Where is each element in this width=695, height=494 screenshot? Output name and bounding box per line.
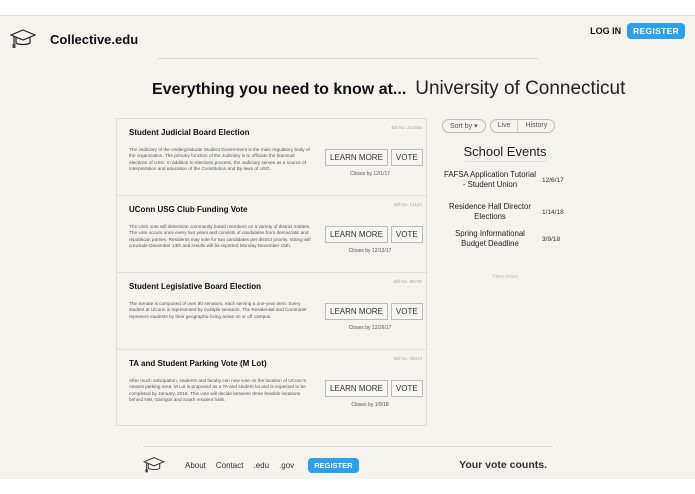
event-name: FAFSA Application Tutorial - Student Union <box>444 170 536 189</box>
logo[interactable] <box>10 28 138 50</box>
closing-date: Closes by 12/13/17 <box>348 248 392 254</box>
divider <box>143 446 553 447</box>
vote-button[interactable]: VOTE <box>391 149 423 166</box>
view-more-link[interactable]: View more <box>492 274 518 280</box>
bill-number: Bill No. 213045 <box>391 125 422 130</box>
page-title <box>152 78 625 100</box>
vote-title: Student Judicial Board Election <box>129 128 250 137</box>
event-name: Spring Informational Budget Deadline <box>455 229 525 248</box>
divider <box>158 58 538 59</box>
event-date: 12/6/17 <box>542 176 564 184</box>
vote-description: After much anticipation, students and faculty can now vote on the location of UConn's newest parking area. M Lot is proposed as a TA and student lot and is expected to be completed by January, 2019. This vote will decide between three feasible locations behind NW, Garrigus and South resident halls. <box>129 378 307 402</box>
footer-link-gov[interactable]: .gov <box>279 460 295 470</box>
sort-dropdown[interactable]: Sort by ▾ <box>442 119 486 133</box>
vote-card <box>117 196 426 273</box>
vote-button[interactable]: VOTE <box>391 380 423 397</box>
register-button[interactable]: REGISTER <box>627 23 685 39</box>
footer-link-about[interactable]: About <box>185 460 206 470</box>
divider <box>465 161 547 162</box>
vote-title: Student Legislative Board Election <box>129 282 262 291</box>
vote-actions <box>325 380 426 397</box>
vote-button[interactable]: VOTE <box>391 303 423 320</box>
login-link[interactable]: LOG IN <box>590 26 622 36</box>
bill-number: Bill No. 14124 <box>393 202 422 207</box>
events-heading: School Events <box>463 144 547 159</box>
learn-more-button[interactable]: LEARN MORE <box>325 303 388 320</box>
event-name: Residence Hall Director Elections <box>449 202 531 221</box>
closing-date: Closes by 1/9/18 <box>351 402 389 408</box>
vote-list <box>116 118 427 426</box>
tab-history[interactable]: History <box>525 122 548 129</box>
vote-description: The Senate is composed of over 80 senators, each serving a one-year term. Every student at UConn is represented by multiple senators. The Residential and Commuter represent students by their geographic living areas on or off campus. <box>129 301 307 319</box>
vote-button[interactable]: VOTE <box>391 226 423 243</box>
live-history-toggle <box>490 119 556 133</box>
vote-actions <box>325 303 426 320</box>
brand-name: Collective.edu <box>50 31 139 47</box>
vote-card <box>117 119 426 196</box>
event-item[interactable] <box>442 170 572 190</box>
tagline: Your vote counts. <box>459 459 547 471</box>
vote-description: The USG vote will determine community board members on a variety of district matters. The vote occurs once every two years and consists of candidates from democratic and republican parties. Residents may vote for two candidates per district priority. Voting will conclude December 13th and results will be reported Monday December 15th. <box>129 224 311 248</box>
closing-date: Closes by 12/1/17 <box>349 171 391 177</box>
vote-card <box>117 350 426 427</box>
headline-lead: Everything you need to know at... <box>152 81 407 98</box>
graduation-cap-icon <box>10 28 36 50</box>
tab-live[interactable]: Live <box>491 120 519 132</box>
vote-actions <box>325 226 426 243</box>
vote-title: UConn USG Club Funding Vote <box>129 205 248 214</box>
event-date: 3/9/18 <box>542 235 561 243</box>
learn-more-button[interactable]: LEARN MORE <box>325 226 388 243</box>
event-item[interactable] <box>442 229 572 249</box>
bill-number: Bill No. 09313 <box>393 356 422 361</box>
graduation-cap-icon[interactable] <box>143 456 165 474</box>
bill-number: Bill No. 85730 <box>393 279 422 284</box>
footer-link-contact[interactable]: Contact <box>215 460 244 470</box>
footer-register-button[interactable]: REGISTER <box>308 458 358 473</box>
auth-bar <box>590 23 685 39</box>
learn-more-button[interactable]: LEARN MORE <box>325 380 388 397</box>
page <box>0 15 695 479</box>
vote-actions <box>325 149 426 166</box>
footer <box>143 456 553 474</box>
vote-card <box>117 273 426 350</box>
list-controls <box>442 119 555 133</box>
event-item[interactable] <box>442 202 572 222</box>
vote-title: TA and Student Parking Vote (M Lot) <box>129 359 267 368</box>
learn-more-button[interactable]: LEARN MORE <box>325 149 388 166</box>
closing-date: Closes by 12/26/17 <box>348 325 392 331</box>
footer-link-edu[interactable]: .edu <box>253 460 270 470</box>
event-date: 1/14/18 <box>542 208 564 216</box>
vote-description: The Judiciary of the Undergraduate Student Government is the main regulatory body of the organization. The primary function of the Judiciary is to officiate the biannual elections of USG. In addition to elections process, the Judiciary serves as a source of interpretation and education of the Constitution and By-laws of USG. <box>129 147 310 171</box>
school-name: University of Connecticut <box>415 78 626 99</box>
